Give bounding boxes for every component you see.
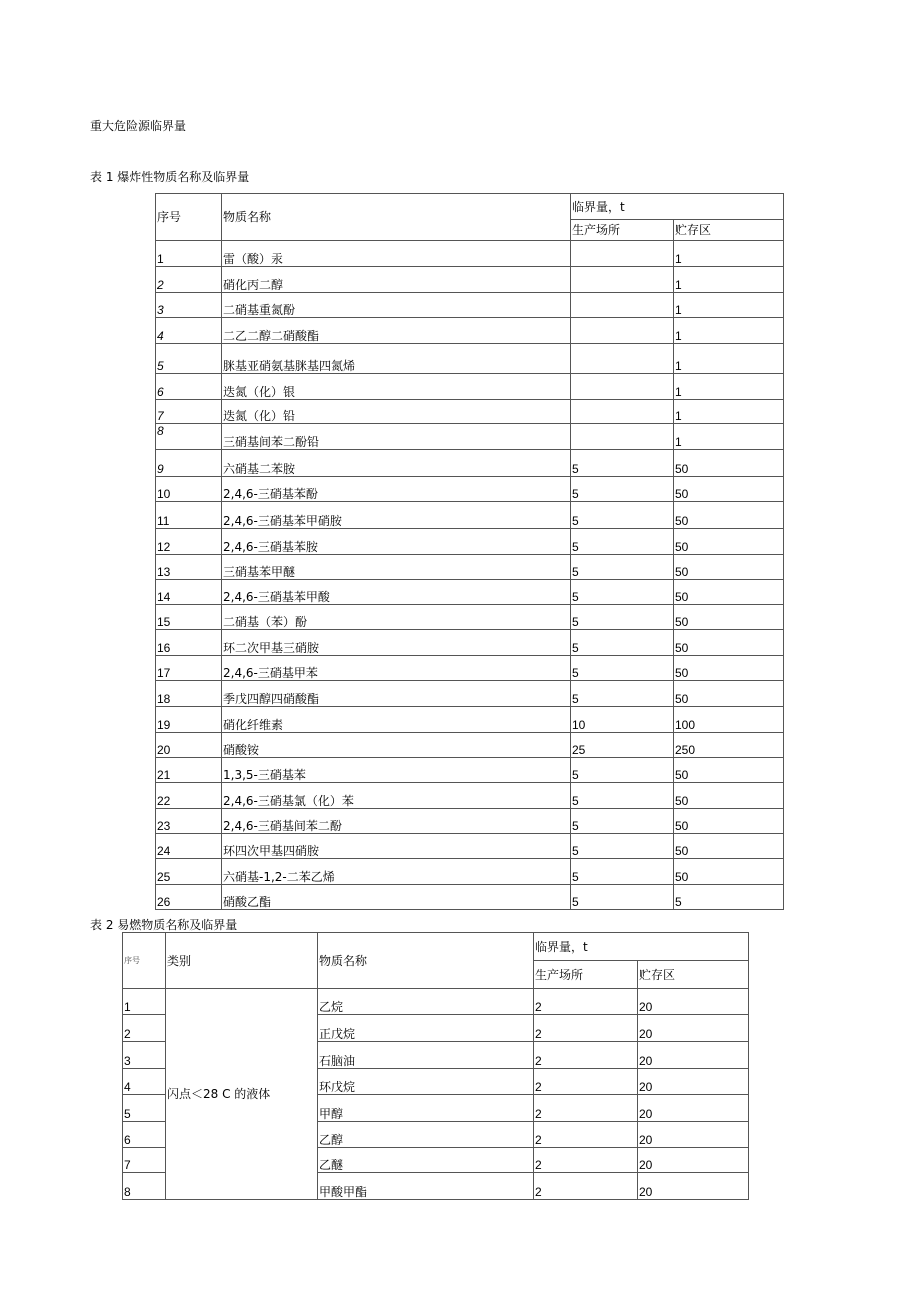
row-production [571, 293, 674, 318]
row-name: 六硝基-1,2-二苯乙烯 [222, 859, 571, 885]
row-production: 5 [571, 450, 674, 477]
row-production: 2 [534, 1015, 638, 1042]
table-row [156, 344, 784, 374]
row-production [571, 267, 674, 293]
row-name: 季戊四醇四硝酸酯 [222, 681, 571, 707]
row-production: 2 [534, 1173, 638, 1200]
row-production: 10 [571, 707, 674, 733]
table-row [156, 374, 784, 400]
row-production [571, 374, 674, 400]
header-threshold: 临界量，t [571, 194, 784, 220]
row-storage: 20 [638, 1173, 749, 1200]
explosive-substances-table [155, 193, 784, 910]
row-production: 5 [571, 758, 674, 783]
row-no: 1 [123, 989, 166, 1015]
row-no: 16 [156, 630, 222, 656]
row-storage: 50 [674, 630, 784, 656]
row-no: 5 [123, 1095, 166, 1122]
row-no: 18 [156, 681, 222, 707]
row-storage: 50 [674, 656, 784, 681]
row-name: 脒基亚硝氨基脒基四氮烯 [222, 344, 571, 374]
row-production: 25 [571, 733, 674, 758]
header-no: 序号 [156, 194, 222, 241]
row-name: 雷（酸）汞 [222, 241, 571, 267]
row-name: 乙醇 [318, 1122, 534, 1148]
row-production: 5 [571, 502, 674, 529]
row-no: 10 [156, 477, 222, 502]
row-name: 环戊烷 [318, 1069, 534, 1095]
table-row [156, 733, 784, 758]
row-storage: 100 [674, 707, 784, 733]
table-row [156, 241, 784, 267]
row-storage: 50 [674, 605, 784, 630]
row-storage: 20 [638, 1069, 749, 1095]
row-production [571, 424, 674, 450]
row-production: 5 [571, 859, 674, 885]
table-row [156, 707, 784, 733]
row-storage: 1 [674, 293, 784, 318]
header-production: 生产场所 [571, 220, 674, 241]
row-storage: 1 [674, 400, 784, 424]
row-no: 3 [123, 1042, 166, 1069]
flammable-substances-table [122, 932, 749, 1200]
row-storage: 50 [674, 859, 784, 885]
table-row [156, 630, 784, 656]
row-name: 甲醇 [318, 1095, 534, 1122]
table-row [156, 424, 784, 450]
row-name: 二硝基重氮酚 [222, 293, 571, 318]
table-row [156, 758, 784, 783]
row-storage: 50 [674, 477, 784, 502]
t2-header-category: 类别 [166, 933, 318, 989]
row-production: 5 [571, 783, 674, 809]
row-name: 硝化纤维素 [222, 707, 571, 733]
row-no: 9 [156, 450, 222, 477]
row-production: 2 [534, 1095, 638, 1122]
row-no: 25 [156, 859, 222, 885]
table-row [156, 555, 784, 580]
row-no: 23 [156, 809, 222, 834]
row-production: 5 [571, 681, 674, 707]
row-no: 11 [156, 502, 222, 529]
row-storage: 50 [674, 809, 784, 834]
row-storage: 1 [674, 344, 784, 374]
table-row [156, 400, 784, 424]
table2-caption: 表 2 易燃物质名称及临界量 [90, 918, 238, 932]
row-production [571, 241, 674, 267]
header-storage: 贮存区 [674, 220, 784, 241]
row-no: 26 [156, 885, 222, 910]
row-storage: 5 [674, 885, 784, 910]
row-no: 24 [156, 834, 222, 859]
row-no: 14 [156, 580, 222, 605]
row-production: 5 [571, 605, 674, 630]
row-name: 二硝基（苯）酚 [222, 605, 571, 630]
row-no: 6 [156, 374, 222, 400]
row-production: 5 [571, 529, 674, 555]
table-row [156, 605, 784, 630]
table-row [156, 477, 784, 502]
row-no: 17 [156, 656, 222, 681]
row-no: 22 [156, 783, 222, 809]
row-no: 3 [156, 293, 222, 318]
row-production: 2 [534, 1069, 638, 1095]
row-storage: 20 [638, 989, 749, 1015]
row-name: 2,4,6-三硝基氯（化）苯 [222, 783, 571, 809]
table-row [156, 859, 784, 885]
row-name: 2,4,6-三硝基甲苯 [222, 656, 571, 681]
table-row [156, 783, 784, 809]
row-name: 2,4,6-三硝基苯胺 [222, 529, 571, 555]
row-storage: 50 [674, 529, 784, 555]
document-title: 重大危险源临界量 [90, 119, 187, 133]
row-storage: 1 [674, 267, 784, 293]
row-no: 2 [123, 1015, 166, 1042]
row-storage: 20 [638, 1015, 749, 1042]
row-no: 2 [156, 267, 222, 293]
table-row [156, 267, 784, 293]
table-row [156, 529, 784, 555]
row-name: 正戊烷 [318, 1015, 534, 1042]
table-row [156, 450, 784, 477]
row-storage: 1 [674, 374, 784, 400]
category-cell: 闪点＜28 C 的液体 [166, 989, 318, 1200]
row-no: 8 [123, 1173, 166, 1200]
row-name: 硝酸铵 [222, 733, 571, 758]
row-no: 6 [123, 1122, 166, 1148]
table-row [156, 834, 784, 859]
row-production: 5 [571, 809, 674, 834]
table1-caption: 表 1 爆炸性物质名称及临界量 [90, 170, 250, 184]
row-name: 二乙二醇二硝酸酯 [222, 318, 571, 344]
row-production: 5 [571, 834, 674, 859]
row-no: 5 [156, 344, 222, 374]
row-name: 六硝基二苯胺 [222, 450, 571, 477]
row-name: 2,4,6-三硝基间苯二酚 [222, 809, 571, 834]
row-no: 13 [156, 555, 222, 580]
row-production: 2 [534, 989, 638, 1015]
row-storage: 50 [674, 758, 784, 783]
row-name: 石脑油 [318, 1042, 534, 1069]
table-row [123, 989, 749, 1015]
table-row [156, 681, 784, 707]
row-no: 20 [156, 733, 222, 758]
table-row [156, 809, 784, 834]
row-storage: 50 [674, 681, 784, 707]
t2-header-no: 序号 [123, 933, 166, 989]
row-no: 1 [156, 241, 222, 267]
row-no: 21 [156, 758, 222, 783]
row-storage: 50 [674, 450, 784, 477]
row-production: 2 [534, 1122, 638, 1148]
t2-header-storage: 贮存区 [638, 961, 749, 989]
row-storage: 20 [638, 1148, 749, 1173]
row-storage: 250 [674, 733, 784, 758]
row-storage: 50 [674, 555, 784, 580]
row-no: 8 [156, 424, 222, 450]
row-no: 4 [156, 318, 222, 344]
row-storage: 1 [674, 318, 784, 344]
row-production: 5 [571, 555, 674, 580]
row-name: 环四次甲基四硝胺 [222, 834, 571, 859]
row-production [571, 400, 674, 424]
row-production: 5 [571, 656, 674, 681]
row-no: 7 [156, 400, 222, 424]
row-name: 三硝基间苯二酚铅 [222, 424, 571, 450]
row-no: 7 [123, 1148, 166, 1173]
row-production: 5 [571, 630, 674, 656]
row-name: 迭氮（化）铅 [222, 400, 571, 424]
row-storage: 1 [674, 241, 784, 267]
row-name: 1,3,5-三硝基苯 [222, 758, 571, 783]
table-row [156, 318, 784, 344]
row-name: 环二次甲基三硝胺 [222, 630, 571, 656]
row-name: 甲酸甲酯 [318, 1173, 534, 1200]
row-no: 19 [156, 707, 222, 733]
row-production: 5 [571, 885, 674, 910]
table-row [156, 580, 784, 605]
table-row [156, 293, 784, 318]
row-name: 三硝基苯甲醚 [222, 555, 571, 580]
row-storage: 1 [674, 424, 784, 450]
t2-header-name: 物质名称 [318, 933, 534, 989]
t2-header-production: 生产场所 [534, 961, 638, 989]
row-name: 乙醚 [318, 1148, 534, 1173]
row-production: 2 [534, 1042, 638, 1069]
row-storage: 50 [674, 783, 784, 809]
header-name: 物质名称 [222, 194, 571, 241]
row-name: 2,4,6-三硝基苯甲酸 [222, 580, 571, 605]
row-storage: 50 [674, 580, 784, 605]
row-production: 2 [534, 1148, 638, 1173]
row-no: 12 [156, 529, 222, 555]
row-production [571, 344, 674, 374]
row-storage: 50 [674, 834, 784, 859]
row-name: 硝酸乙酯 [222, 885, 571, 910]
row-storage: 20 [638, 1095, 749, 1122]
table-row [156, 502, 784, 529]
t2-header-threshold: 临界量，t [534, 933, 749, 961]
row-storage: 50 [674, 502, 784, 529]
row-name: 2,4,6-三硝基苯甲硝胺 [222, 502, 571, 529]
table-row [156, 885, 784, 910]
row-production: 5 [571, 580, 674, 605]
row-no: 4 [123, 1069, 166, 1095]
row-name: 2,4,6-三硝基苯酚 [222, 477, 571, 502]
row-no: 15 [156, 605, 222, 630]
row-name: 迭氮（化）银 [222, 374, 571, 400]
row-production: 5 [571, 477, 674, 502]
row-name: 乙烷 [318, 989, 534, 1015]
row-storage: 20 [638, 1122, 749, 1148]
row-storage: 20 [638, 1042, 749, 1069]
row-name: 硝化丙二醇 [222, 267, 571, 293]
table-row [156, 656, 784, 681]
row-production [571, 318, 674, 344]
